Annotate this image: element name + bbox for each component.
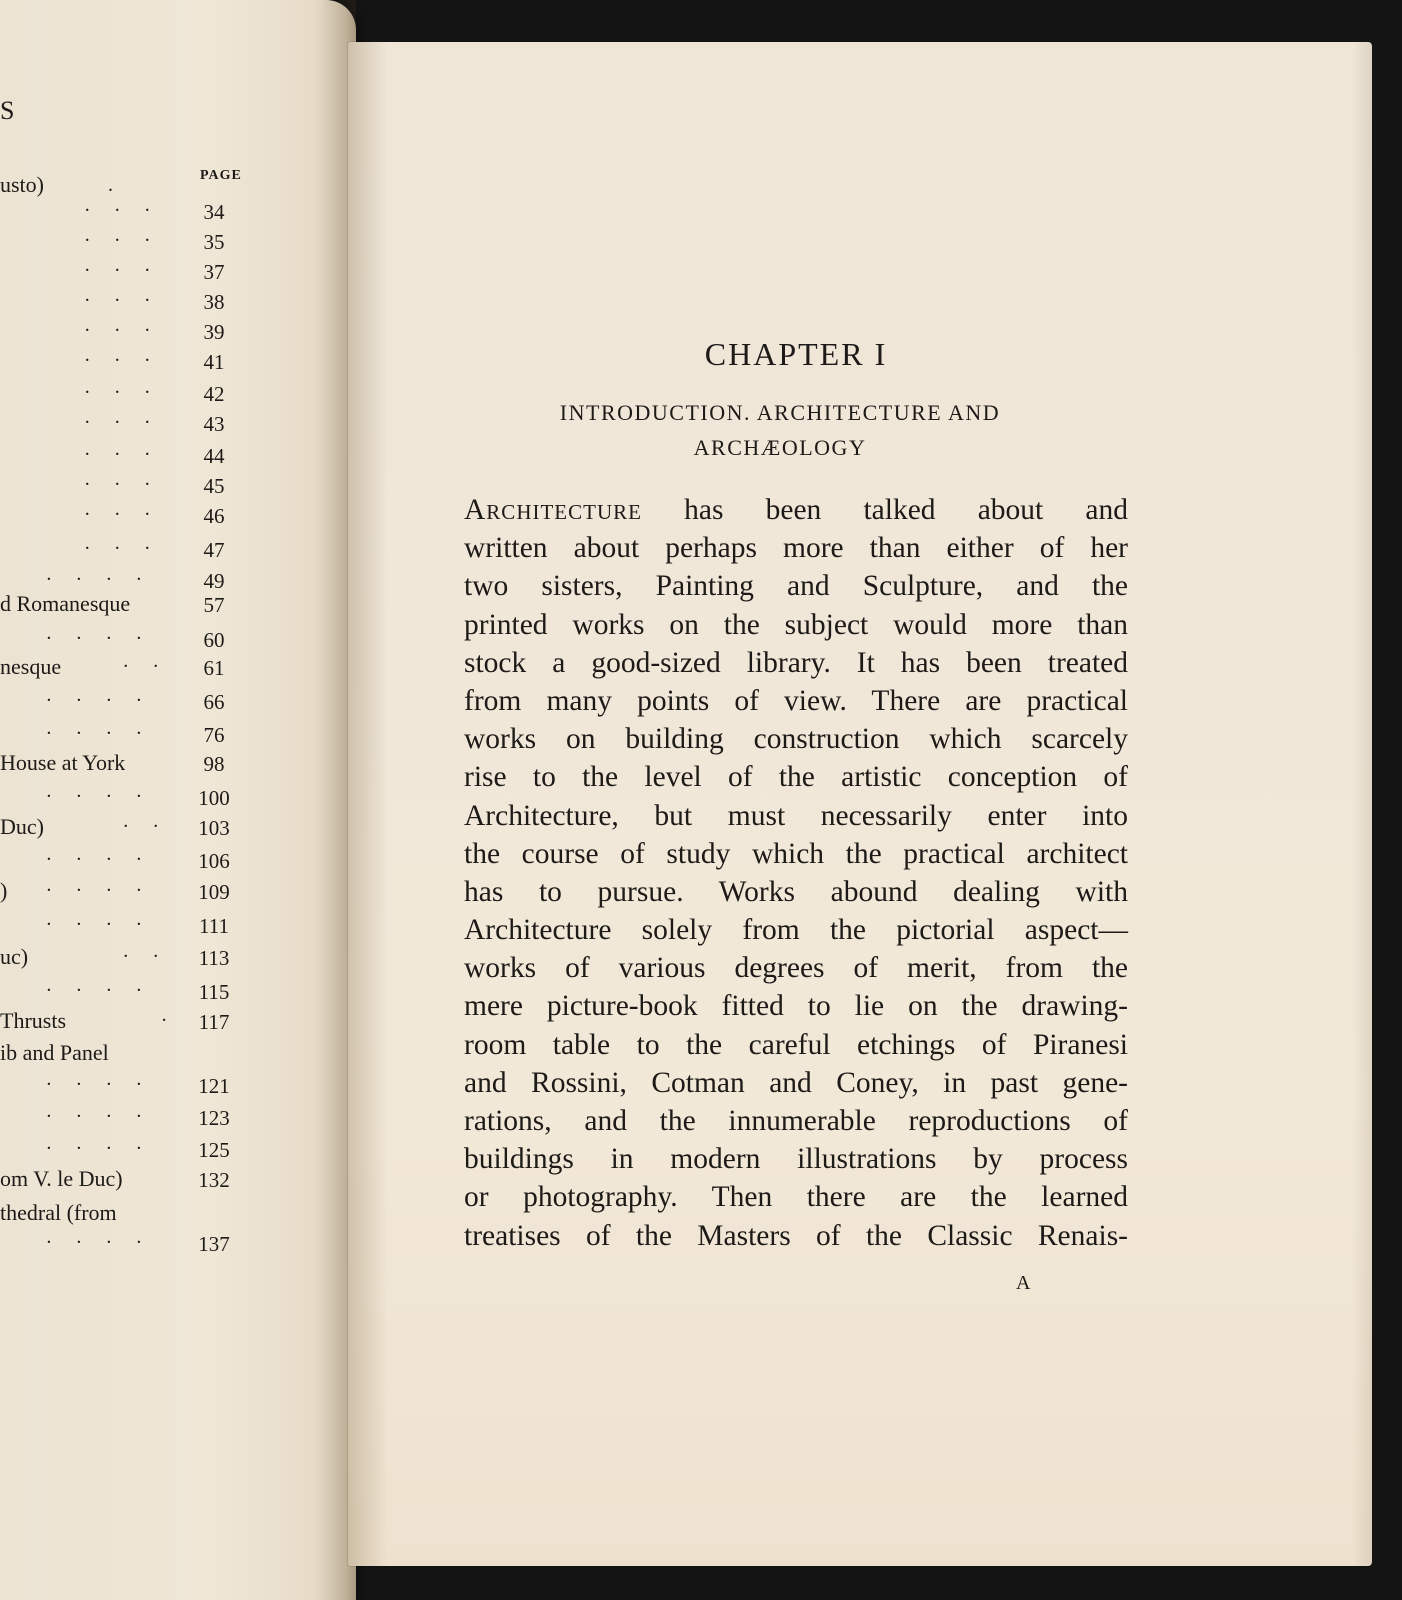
list-entry-title: ib and Panel — [0, 1040, 109, 1065]
list-entry — [0, 224, 250, 256]
body-line: treatises of the Masters of the Classic Renais- — [464, 1219, 1128, 1252]
body-line: stock a good-sized library. It has been treated — [464, 646, 1128, 679]
list-entry-title: d Romanesque — [0, 591, 131, 616]
body-line: has to pursue. Works abound dealing with — [464, 875, 1128, 908]
list-entry-leader-dots: . . — [123, 650, 159, 672]
right-page-gutter-shadow — [348, 42, 388, 1566]
left-page — [0, 0, 356, 1600]
list-entry-page-number: 121 — [198, 1074, 230, 1098]
list-entry-page-number: 113 — [198, 946, 230, 970]
list-entry-leader-dots: . . . — [84, 344, 150, 366]
list-entry-title: thedral (from — [0, 1200, 117, 1225]
list-entry-page-number: 100 — [198, 786, 230, 810]
list-entry-leader-dots: . . . . — [46, 717, 142, 739]
list-entry-page-number: 39 — [203, 320, 225, 344]
body-line: works on building construction which scarcely — [464, 723, 1128, 756]
list-entry-page-number: 125 — [198, 1138, 230, 1162]
list-entry-title: usto) — [0, 172, 44, 197]
list-entry — [0, 468, 250, 500]
list-entry-leader-dots: . . . . — [46, 622, 142, 644]
body-line — [464, 491, 1128, 529]
body-line: written about perhaps more than either of her — [464, 532, 1128, 565]
body-line: works of various degrees of merit, from the — [464, 952, 1128, 985]
list-entry-leader-dots: . . . — [84, 468, 150, 490]
body-line: Architecture, but must necessarily enter into — [464, 799, 1128, 832]
list-entry — [0, 940, 250, 972]
list-entry-leader-dots: . . . — [84, 376, 150, 398]
list-entry — [0, 780, 250, 812]
list-entry — [0, 1004, 250, 1036]
list-entry-leader-dots: . . . . — [46, 563, 142, 585]
list-heading: S — [0, 96, 16, 125]
list-entry — [0, 376, 250, 408]
list-entry-title: ) — [0, 878, 8, 903]
list-entry-title: Duc) — [0, 814, 44, 839]
body-line: and Rossini, Cotman and Coney, in past gene- — [464, 1066, 1128, 1099]
list-entry-leader-dots: . . . — [84, 254, 150, 276]
list-entry-leader-dots: . . . . — [46, 684, 142, 706]
body-line: two sisters, Painting and Sculpture, and the — [464, 570, 1128, 603]
list-entry-leader-dots: . . . . — [46, 843, 142, 865]
list-entry — [0, 314, 250, 346]
list-entry — [0, 1200, 250, 1228]
list-entry-page-number: 98 — [203, 752, 225, 776]
list-entry-title: Thrusts — [0, 1008, 66, 1033]
list-entry-page-number: 49 — [203, 569, 225, 593]
list-entry-leader-dots: . . . — [84, 498, 150, 520]
list-entry — [0, 498, 250, 530]
list-entry — [0, 874, 250, 906]
list-entry-page-number: 123 — [198, 1106, 230, 1130]
list-entry-leader-dots: . . . — [84, 314, 150, 336]
list-entry-page-number: 37 — [203, 260, 225, 284]
body-line: mere picture-book fitted to lie on the drawing- — [464, 990, 1128, 1023]
chapter-title: CHAPTER I — [704, 336, 888, 372]
list-entry — [0, 194, 250, 226]
list-entry — [0, 684, 250, 716]
body-line: rise to the level of the artistic conception of — [464, 761, 1128, 794]
list-entry — [0, 1040, 250, 1068]
list-entry-page-number: 42 — [203, 382, 225, 406]
list-entry — [0, 438, 250, 470]
list-entry-leader-dots: . . — [123, 810, 159, 832]
list-entry-page-number: 106 — [198, 849, 230, 873]
list-entry-page-number: 111 — [199, 914, 229, 938]
list-entry — [0, 254, 250, 286]
drop-word: Architecture — [464, 494, 642, 526]
list-entry — [0, 650, 250, 682]
list-entry-page-number: 43 — [203, 412, 225, 436]
list-entry — [0, 1068, 250, 1100]
right-page-outer-edge — [1352, 42, 1372, 1566]
body-line: from many points of view. There are practical — [464, 684, 1128, 717]
list-entry-title: nesque — [0, 654, 62, 679]
body-line: the course of study which the practical architect — [464, 837, 1128, 870]
list-entry — [0, 908, 250, 940]
list-entry-page-number: 61 — [203, 656, 225, 680]
body-line: buildings in modern illustrations by process — [464, 1143, 1128, 1176]
list-entry-page-number: 45 — [203, 474, 225, 498]
list-entry-page-number: 34 — [203, 200, 225, 224]
list-entry — [0, 750, 250, 778]
list-entry — [0, 974, 250, 1006]
list-entry — [0, 810, 250, 842]
list-entry — [0, 843, 250, 875]
list-entry-leader-dots: . — [161, 1004, 167, 1026]
list-entry-title: House at York — [0, 750, 126, 775]
body-line: Architecture solely from the pictorial aspect— — [464, 914, 1128, 947]
list-entry-page-number: 57 — [203, 593, 225, 617]
signature-mark: A — [1016, 1272, 1031, 1294]
list-entry-leader-dots: . . . — [84, 438, 150, 460]
list-entry-page-number: 38 — [203, 290, 225, 314]
list-entry — [0, 1100, 250, 1132]
list-entry — [0, 1226, 250, 1258]
list-entry-page-number: 76 — [203, 723, 225, 747]
list-entry — [0, 1132, 250, 1164]
list-entry-page-number: 47 — [203, 538, 225, 562]
list-entry-leader-dots: . . . . — [46, 1068, 142, 1090]
list-entry-leader-dots: . . . — [84, 224, 150, 246]
list-entry-page-number: 66 — [203, 690, 225, 714]
list-entry-leader-dots: . . . . — [46, 874, 142, 896]
body-line: rations, and the innumerable reproductions of — [464, 1105, 1128, 1137]
list-entry — [0, 717, 250, 749]
list-entry-page-number: 46 — [203, 504, 225, 528]
list-entry-page-number: 35 — [203, 230, 225, 254]
list-entry-leader-dots: . . . — [84, 406, 150, 428]
list-entry-page-number: 132 — [198, 1168, 230, 1192]
list-entry-leader-dots: . . . . — [46, 1132, 142, 1154]
list-entry-leader-dots: . . . . — [46, 974, 142, 996]
list-entry-page-number: 117 — [198, 1010, 230, 1034]
list-entry-page-number: 109 — [198, 880, 230, 904]
chapter-subtitle-line-1: INTRODUCTION. ARCHITECTURE AND — [559, 400, 1001, 425]
list-entry-leader-dots: . — [108, 174, 113, 196]
body-line-text: has been talked about and — [641, 494, 1128, 526]
list-entry-page-number: 137 — [198, 1232, 230, 1256]
list-entry-page-number: 103 — [198, 816, 230, 840]
body-line: printed works on the subject would more than — [464, 608, 1128, 641]
list-entry-page-number: 44 — [203, 444, 225, 468]
list-entry — [0, 1166, 250, 1194]
list-entry — [0, 344, 250, 376]
list-entry-leader-dots: . . . — [84, 532, 150, 554]
list-entry-page-number: 60 — [203, 628, 225, 652]
list-entry-leader-dots: . . . — [84, 284, 150, 306]
list-entry-leader-dots: . . . . — [46, 1100, 142, 1122]
list-entry-title: uc) — [0, 944, 29, 969]
list-entry-leader-dots: . . . . — [46, 780, 142, 802]
list-entry — [0, 591, 250, 619]
chapter-subtitle-line-2: ARCHÆOLOGY — [693, 435, 867, 460]
list-entry-leader-dots: . . — [123, 940, 159, 962]
list-entry-page-number: 115 — [198, 980, 230, 1004]
list-entry — [0, 406, 250, 438]
list-entry-page-number: 41 — [203, 350, 225, 374]
list-entry-leader-dots: . . . . — [46, 1226, 142, 1248]
page-column-header: PAGE — [200, 168, 242, 183]
body-line: room table to the careful etchings of Piranesi — [464, 1028, 1128, 1061]
list-entry-leader-dots: . . . . — [46, 908, 142, 930]
list-entry — [0, 284, 250, 316]
list-entry — [0, 532, 250, 564]
chapter-body-text — [464, 491, 1128, 1255]
list-entry-title: om V. le Duc) — [0, 1166, 123, 1191]
list-entry-leader-dots: . . . — [84, 194, 150, 216]
body-line: or photography. Then there are the learned — [464, 1181, 1128, 1214]
